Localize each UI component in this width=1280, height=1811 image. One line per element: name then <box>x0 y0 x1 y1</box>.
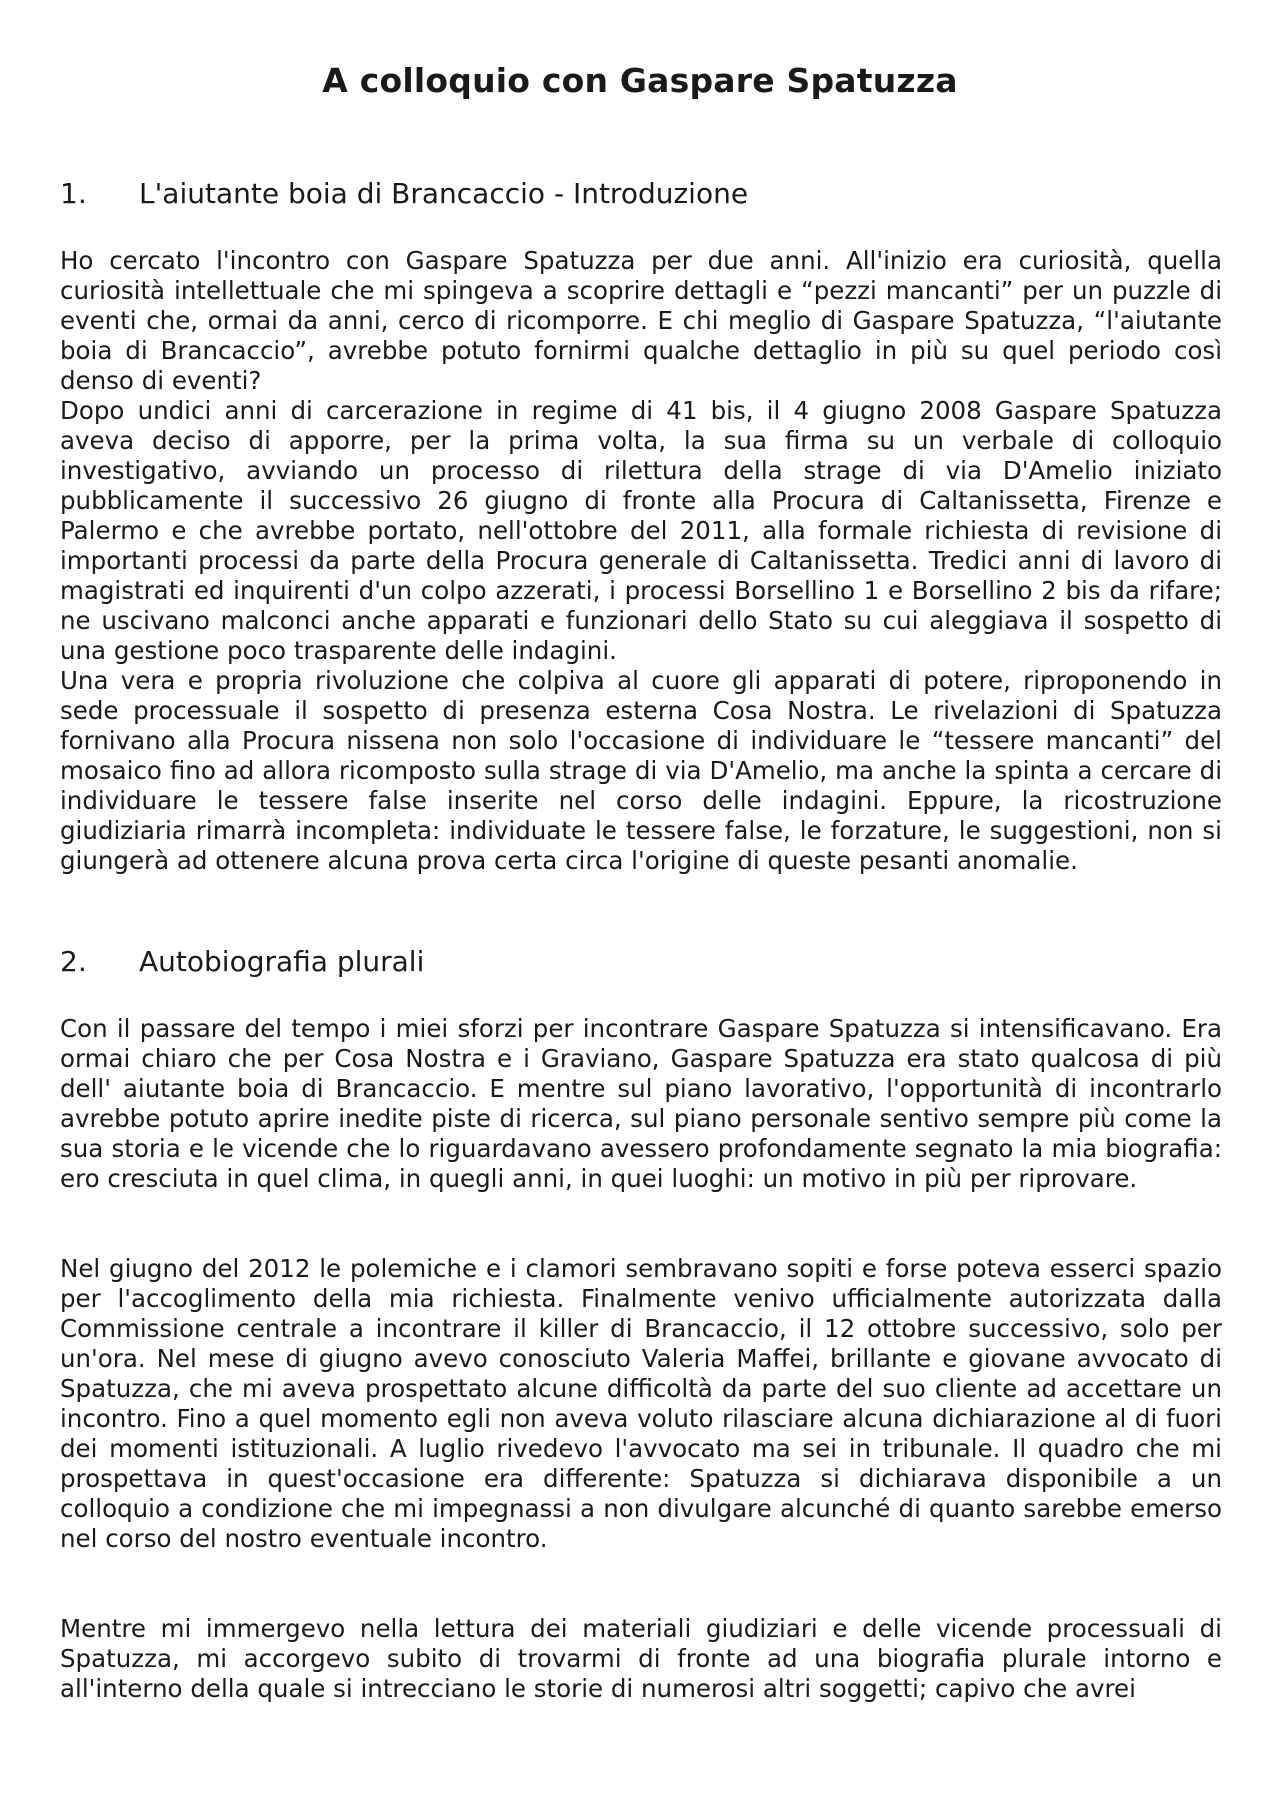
section-2-body-part-1 <box>60 1014 1222 1194</box>
section-1-heading <box>60 176 748 212</box>
paragraph: Con il passare del tempo i miei sforzi per incontrare Gaspare Spatuzza si intensificavano. Era ormai chiaro che per Cosa Nostra e i Graviano, Gaspare Spatuzza era stato qualcosa di più dell' aiutante boia di Brancaccio. E mentre sul piano lavorativo, l'opportunità di incontrarlo avrebbe potuto aprire inedite piste di ricerca, sul piano personale sentivo sempre più come la sua storia e le vicende che lo riguardavano avessero profondamente segnato la mia biografia: ero cresciuta in quel clima, in quegli anni, in quei luoghi: un motivo in più per riprovare. <box>60 1014 1222 1193</box>
paragraph: Mentre mi immergevo nella lettura dei materiali giudiziari e delle vicende processuali di Spatuzza, mi accorgevo subito di trovarmi di fronte ad una biografia plurale intorno e all'interno della quale si intrecciano le storie di numerosi altri soggetti; capivo che avrei <box>60 1614 1222 1703</box>
paragraph: Una vera e propria rivoluzione che colpiva al cuore gli apparati di potere, riproponendo in sede processuale il sospetto di presenza esterna Cosa Nostra. Le rivelazioni di Spatuzza fornivano alla Procura nissena non solo l'occasione di individuare le “tessere mancanti” del mosaico fino ad allora ricomposto sulla strage di via D'Amelio, ma anche la spinta a cercare di individuare le tessere false inserite nel corso delle indagini. Eppure, la ricostruzione giudiziaria rimarrà incompleta: individuate le tessere false, le forzature, le suggestioni, non si giungerà ad ottenere alcuna prova certa circa l'origine di queste pesanti anomalie. <box>60 666 1222 875</box>
section-2-body-part-2 <box>60 1254 1222 1554</box>
section-1-title: L'aiutante boia di Brancaccio - Introduzione <box>139 177 749 210</box>
section-2-title: Autobiografia plurali <box>139 945 425 978</box>
section-2-heading <box>60 944 424 980</box>
paragraph: Dopo undici anni di carcerazione in regime di 41 bis, il 4 giugno 2008 Gaspare Spatuzza aveva deciso di apporre, per la prima volta, la sua firma su un verbale di colloquio investigativo, avviando un processo di rilettura della strage di via D'Amelio iniziato pubblicamente il successivo 26 giugno di fronte alla Procura di Caltanissetta, Firenze e Palermo e che avrebbe portato, nell'ottobre del 2011, alla formale richiesta di revisione di importanti processi da parte della Procura generale di Caltanissetta. Tredici anni di lavoro di magistrati ed inquirenti d'un colpo azzerati, i processi Borsellino 1 e Borsellino 2 bis da rifare; ne uscivano malconci anche apparati e funzionari dello Stato su cui aleggiava il sospetto di una gestione poco trasparente delle indagini. <box>60 396 1222 665</box>
section-2-body-part-3 <box>60 1614 1222 1704</box>
paragraph: Nel giugno del 2012 le polemiche e i clamori sembravano sopiti e forse poteva esserci spazio per l'accoglimento della mia richiesta. Finalmente venivo ufficialmente autorizzata dalla Commissione centrale a incontrare il killer di Brancaccio, il 12 ottobre successivo, solo per un'ora. Nel mese di giugno avevo conosciuto Valeria Maffei, brillante e giovane avvocato di Spatuzza, che mi aveva prospettato alcune difficoltà da parte del suo cliente ad accettare un incontro. Fino a quel momento egli non aveva voluto rilasciare alcuna dichiarazione al di fuori dei momenti istituzionali. A luglio rivedevo l'avvocato ma sei in tribunale. Il quadro che mi prospettava in quest'occasione era differente: Spatuzza si dichiarava disponibile a un colloquio a condizione che mi impegnassi a non divulgare alcunché di quanto sarebbe emerso nel corso del nostro eventuale incontro. <box>60 1254 1222 1553</box>
document-title: A colloquio con Gaspare Spatuzza <box>322 61 958 100</box>
section-2-number: 2. <box>60 945 87 978</box>
section-1-body <box>60 246 1222 876</box>
paragraph: Ho cercato l'incontro con Gaspare Spatuzza per due anni. All'inizio era curiosità, quella curiosità intellettuale che mi spingeva a scoprire dettagli e “pezzi mancanti” per un puzzle di eventi che, ormai da anni, cerco di ricomporre. E chi meglio di Gaspare Spatuzza, “l'aiutante boia di Brancaccio”, avrebbe potuto fornirmi qualche dettaglio in più su quel periodo così denso di eventi? <box>60 246 1222 395</box>
section-1-number: 1. <box>60 177 87 210</box>
